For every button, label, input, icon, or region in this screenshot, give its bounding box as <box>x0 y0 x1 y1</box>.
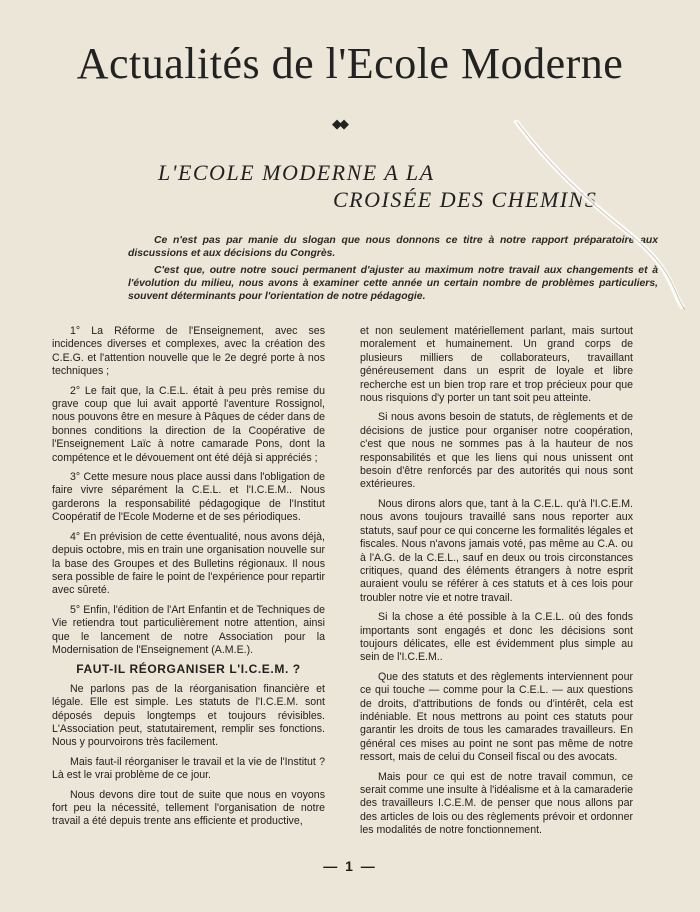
body-paragraph: 4° En prévision de cette éventualité, nous avons déjà, depuis octobre, mis en train une organisation nouvelle sur la base des Groupes et des Bulletins régionaux. Il nous sera possible de faire le point de l'expérience pour repartir avec sûreté. <box>52 530 325 597</box>
section-subheading: FAUT-IL RÉORGANISER L'I.C.E.M. ? <box>76 662 301 677</box>
body-paragraph: Mais faut-il réorganiser le travail et la vie de l'Institut ? Là est le vrai problème de ce jour. <box>52 755 325 782</box>
body-paragraph: Que des statuts et des règlements interviennent pour ce qui touche — comme pour la C.E.L. — aux questions de droits, d'attributions de fonds ou d'intérêt, cela est indéniable. Et nous mettrons au point ces statuts pour garantir les droits de tous les camarades travailleurs. En général ces mises au point ne sont pas même de notre ressort, mais de celui du Conseil fiscal ou des avocats. <box>360 670 633 764</box>
body-paragraph: Ne parlons pas de la réorganisation financière et légale. Elle est simple. Les statuts de l'I.C.E.M. sont déposés depuis longtemps et toujours révisibles. L'Association peut, statutairement, remplir ses fonctions. Nous y pourvoirons très facilement. <box>52 682 325 749</box>
body-paragraph: 1° La Réforme de l'Enseignement, avec ses incidences diverses et complexes, avec la création des C.E.G. et l'attention nouvelle que le 2e degré porte à nos techniques ; <box>52 325 325 378</box>
body-paragraph: Si la chose a été possible à la C.E.L. où des fonds importants sont engagés et donc les décisions sont toujours délicates, elle est évidemment plus simple au sein de l'I.C.E.M.. <box>360 611 633 664</box>
body-paragraph: 5° Enfin, l'édition de l'Art Enfantin et de Techniques de Vie retiendra tout particulièrement notre attention, ainsi que le lancement de notre Association pour la Modernisation de l'Enseignement (A.M.E.). <box>52 603 325 656</box>
masthead-title: Actualités de l'Ecole Moderne <box>76 39 624 88</box>
left-column <box>52 325 325 835</box>
body-paragraph: et non seulement matériellement parlant, mais surtout moralement et humainement. Un grand corps de plusieurs milliers de collaborateurs, travaillant généreusement dans un esprit de loyale et libre recherche est un bien trop rare et trop précieux pour que nous risquions d'y porter un tant soit peu atteinte. <box>360 325 633 405</box>
body-paragraph: Mais pour ce qui est de notre travail commun, ce serait comme une insulte à l'idéalisme et à la camaraderie des travailleurs I.C.E.M. de penser que nous allons par des articles de lois ou des règlements prévoir et ordonner les modalités de notre fonctionnement. <box>360 770 633 837</box>
intro-paragraph: Ce n'est pas par manie du slogan que nous donnons ce titre à notre rapport préparatoire aux discussions et aux décisions du Congrès. <box>128 235 658 260</box>
body-paragraph: Si nous avons besoin de statuts, de règlements et de décisions de justice pour organiser notre coopération, c'est que nous ne sommes pas à la hauteur de nos responsabilités et que les liens qui nous unissent ont besoin d'être renforcés par des autorités qui nous sont extérieures. <box>360 411 633 491</box>
diamond-ornament-icon: ◆◆ <box>332 116 346 131</box>
article-intro <box>128 234 658 306</box>
body-paragraph: Nous devons dire tout de suite que nous en voyons fort peu la nécessité, tellement l'organisation de notre travail a été depuis trente ans efficiente et productive, <box>52 788 325 828</box>
body-paragraph: 3° Cette mesure nous place aussi dans l'obligation de faire vivre séparément la C.E.L. et l'I.C.E.M.. Nous garderons la responsabilité pédagogique de l'Institut Coopératif de l'Ecole Moderne et de ses périodiques. <box>52 471 325 524</box>
page-number: — 1 — <box>323 858 377 874</box>
article-title-line-2: CROISÉE DES CHEMINS <box>333 187 598 212</box>
right-column <box>360 325 633 844</box>
body-paragraph: 2° Le fait que, la C.E.L. était à peu près remise du grave coup que lui avait apporté l'aventure Rossignol, nous pouvons être en mesure à Pâques de céder dans de bonnes conditions la direction de la Coopérative de l'Enseignement Laïc à notre camarade Pons, dont la compétence et le dévouement ont été déjà si appréciés ; <box>52 384 325 464</box>
intro-paragraph: C'est que, outre notre souci permanent d'ajuster au maximum notre travail aux changements et à l'évolution du milieu, nous avons à examiner cette année un certain nombre de problèmes particuliers, souvent déterminants pour l'orientation de notre pédagogie. <box>128 264 658 303</box>
body-paragraph: Nous dirons alors que, tant à la C.E.L. qu'à l'I.C.E.M. nous avons toujours travaillé sans nous reporter aux statuts, sauf pour ce qui concerne les formalités légales et fiscales. Nous n'avons jamais voté, pas même au C.A. ou à l'A.G. de la C.E.L., sauf en deux ou trois circonstances critiques, quand des éléments étrangers à notre esprit auraient voulu se référer à ces statuts et à ces lois pour troubler notre vie et notre travail. <box>360 497 633 604</box>
article-title-line-1: L'ECOLE MODERNE A LA <box>158 160 435 185</box>
